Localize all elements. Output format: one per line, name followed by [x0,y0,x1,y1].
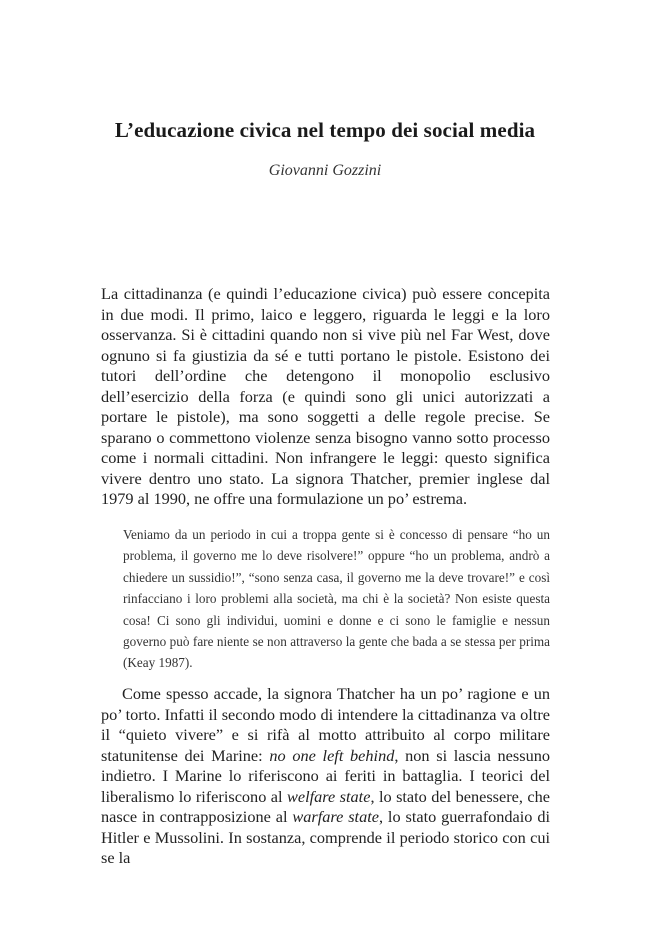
italic-phrase-2: welfare state [287,786,371,806]
paragraph-2-text-2: , non si lascia nessuno indietro. I Marine lo riferiscono ai feriti in battaglia. I teorici del liberalismo lo riferiscono al [101,745,551,806]
paragraph-2-text-3: , lo stato del benessere, che nasce in contrapposizione al [101,786,551,826]
author-name: Giovanni Gozzini [268,162,382,179]
block-quote: Veniamo da un periodo in cui a troppa gente si è concesso di pensare “ho un problema, il governo me lo deve risolvere!” oppure “ho un problema, andrò a chiedere un sussidio!”, “sono senza casa, il governo me la deve trovare!” e così rinfacciano i loro problemi alla società, ma chi è la società? Non esiste questa cosa! Ci sono gli individui, uomini e donne e ci sono le famiglie e nessun governo può fare niente se non attraverso la gente che bada a se stessa per prima (Keay 1987). [123,527,550,671]
paragraph-1: La cittadinanza (e quindi l’educazione civica) può essere concepita in due modi. Il primo, laico e leggero, riguarda le leggi e la loro osservanza. Si è cittadini quando non si vive più nel Far West, dove ognuno si fa giustizia da sé e tutti portano le pistole. Esistono dei tutori dell’ordine che detengono il monopolio esclusivo dell’esercizio della forza (e quindi sono gli unici autorizzati a portare le pistole), ma sono soggetti a delle regole precise. Se sparano o commettono violenze senza bisogno vanno sotto processo come i normali cittadini. Non infrangere le leggi: questo significa vivere dentro uno stato. La signora Thatcher, premier inglese dal 1979 al 1990, ne offre una formulazione un po’ estrema. [101,284,550,508]
paragraph-2-text-4: , lo stato guerrafondaio di Hitler e Mussolini. In sostanza, comprende il periodo storico con cui se la [101,807,550,867]
page-title: L’educazione civica nel tempo dei social media [114,118,536,142]
italic-phrase-1: no one left behind [269,745,395,765]
paragraph-2 [101,684,550,869]
paragraph-2-text-1: Come spesso accade, la signora Thatcher ha un po’ ragione e un po’ torto. Infatti il secondo modo di intendere la cittadinanza va oltre il “quieto vivere” e si rifà al motto attribuito al corpo militare statunitense dei Marine: [101,684,550,765]
italic-phrase-3: warfare state [292,807,379,826]
